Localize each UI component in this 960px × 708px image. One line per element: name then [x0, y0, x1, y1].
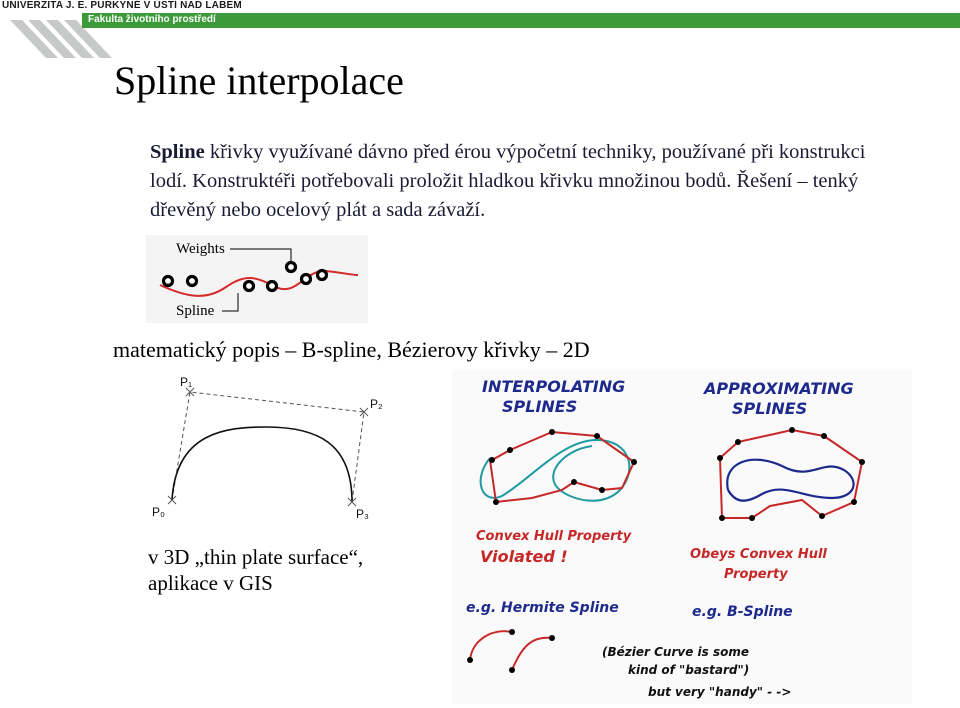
bspline-label: e.g. B-Spline: [692, 604, 793, 620]
p0-label: P₀: [152, 505, 165, 519]
subtitle-2d: matematický popis – B-spline, Bézierovy křivky – 2D: [113, 337, 590, 362]
hermite-label: e.g. Hermite Spline: [466, 600, 619, 616]
note-3d: [148, 544, 363, 596]
intro-keyword: Spline: [150, 141, 205, 163]
interp-title-1: INTERPOLATING: [482, 377, 626, 396]
hand-drawn-figure: [452, 370, 912, 704]
weights-figure: [146, 235, 368, 323]
note-line-2: aplikace v GIS: [148, 571, 273, 595]
obeys-line-1: Obeys Convex Hull: [690, 547, 827, 562]
approx-title-1: APPROXIMATING: [704, 379, 854, 398]
approx-title-2: SPLINES: [732, 399, 808, 418]
p3-label: P₃: [356, 507, 369, 521]
obeys-line-2: Property: [724, 567, 788, 582]
faculty-name: Fakulta životního prostředí: [88, 14, 216, 25]
bezier-figure: [146, 372, 390, 522]
violated-line-1: Convex Hull Property: [476, 529, 632, 544]
header-band: [0, 0, 960, 34]
intro-text: křivky využívané dávno před érou výpočetní techniky, používané při konstrukci lodí. Konstruktéři potřebovali proložit hladkou křivku množinou bodů. Řešení – tenký dřevěný nebo ocelový plát a sada závaží.: [150, 141, 866, 221]
intro-paragraph: [150, 138, 890, 225]
bezier-note-3: but very "handy" - ->: [648, 685, 792, 699]
university-name: UNIVERZITA J. E. PURKYNĚ V ÚSTÍ NAD LABEM: [2, 0, 242, 11]
bezier-note-1: (Bézier Curve is some: [602, 645, 749, 659]
interp-title-2: SPLINES: [502, 397, 578, 416]
bezier-note-2: kind of "bastard"): [628, 663, 750, 677]
slide-title: Spline interpolace: [114, 58, 404, 103]
weights-label: Weights: [176, 241, 225, 257]
spline-label: Spline: [176, 303, 215, 319]
violated-line-2: Violated !: [480, 547, 568, 566]
p1-label: P₁: [180, 375, 193, 389]
p2-label: P₂: [370, 397, 383, 411]
note-line-1: v 3D „thin plate surface“,: [148, 545, 364, 569]
